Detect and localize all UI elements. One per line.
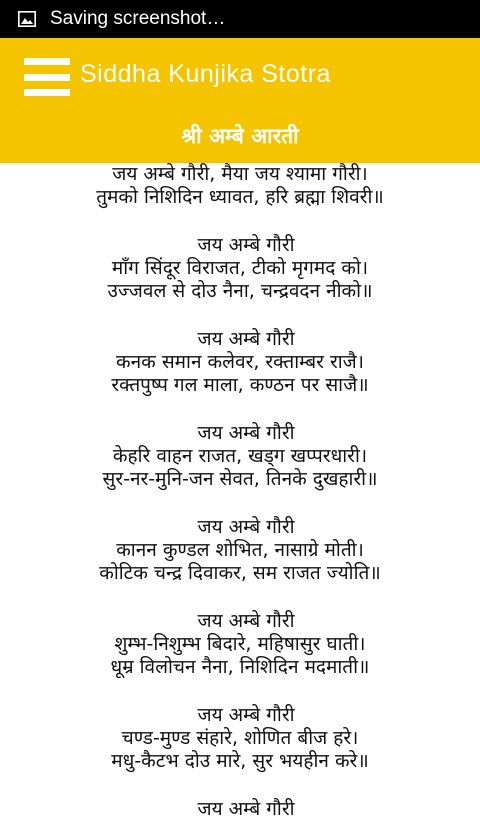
stanza-line: कोटिक चन्द्र दिवाकर, सम राजत ज्योति॥ — [99, 562, 381, 584]
status-bar — [0, 0, 480, 38]
stanza-chorus: जय अम्बे गौरी — [197, 422, 295, 444]
image-icon — [18, 11, 36, 27]
stanza — [0, 798, 480, 821]
stanza-chorus: जय अम्बे गौरी — [197, 704, 295, 726]
stanza-line: कानन कुण्डल शोभित, नासाग्रे मोती। — [116, 539, 364, 561]
stanza — [0, 704, 480, 773]
stanza-line: मधु-कैटभ दोउ मारे, सुर भयहीन करे॥ — [111, 750, 369, 772]
hamburger-menu-icon[interactable] — [24, 58, 70, 96]
stanza-chorus: जय अम्बे गौरी — [197, 234, 295, 256]
app-title: Siddha Kunjika Stotra — [80, 60, 331, 88]
stanza — [0, 163, 480, 209]
stanza-line: माँग सिंदूर विराजत, टीको मृगमद को। — [111, 257, 369, 279]
stanza-line: रक्तपुष्प गल माला, कण्ठन पर साजै॥ — [111, 374, 369, 396]
stanza-line: शुम्भ-निशुम्भ बिदारे, महिषासुर घाती। — [114, 633, 366, 655]
stanza-chorus: जय अम्बे गौरी — [197, 610, 295, 632]
status-text: Saving screenshot… — [50, 8, 226, 29]
stanza-line: केहरि वाहन राजत, खड्ग खप्परधारी। — [112, 445, 368, 467]
stanza-line: उज्जवल से दोउ नैना, चन्द्रवदन नीको॥ — [107, 280, 373, 302]
stanza — [0, 422, 480, 491]
stanza-line: सुर-नर-मुनि-जन सेवत, तिनके दुखहारी॥ — [102, 468, 378, 490]
stanza-line: तुमको निशिदिन ध्यावत, हरि ब्रह्मा शिवरी॥ — [96, 186, 384, 208]
stanza-line: चण्ड-मुण्ड संहारे, शोणित बीज हरे। — [121, 727, 359, 749]
page-title: श्री अम्बे आरती — [181, 124, 299, 148]
stanza-line: धूम्र विलोचन नैना, निशिदिन मदमाती॥ — [110, 656, 370, 678]
stanza — [0, 328, 480, 397]
stanza-chorus: जय अम्बे गौरी — [197, 516, 295, 538]
stanza — [0, 234, 480, 303]
app-bar — [0, 38, 480, 163]
stanza-line: कनक समान कलेवर, रक्ताम्बर राजै। — [116, 351, 364, 373]
lyrics-content[interactable] — [0, 163, 480, 820]
stanza-chorus: जय अम्बे गौरी — [197, 798, 295, 820]
stanza-chorus: जय अम्बे गौरी, मैया जय श्यामा गौरी। — [112, 163, 368, 185]
stanza-chorus: जय अम्बे गौरी — [197, 328, 295, 350]
stanza — [0, 610, 480, 679]
stanza — [0, 516, 480, 585]
